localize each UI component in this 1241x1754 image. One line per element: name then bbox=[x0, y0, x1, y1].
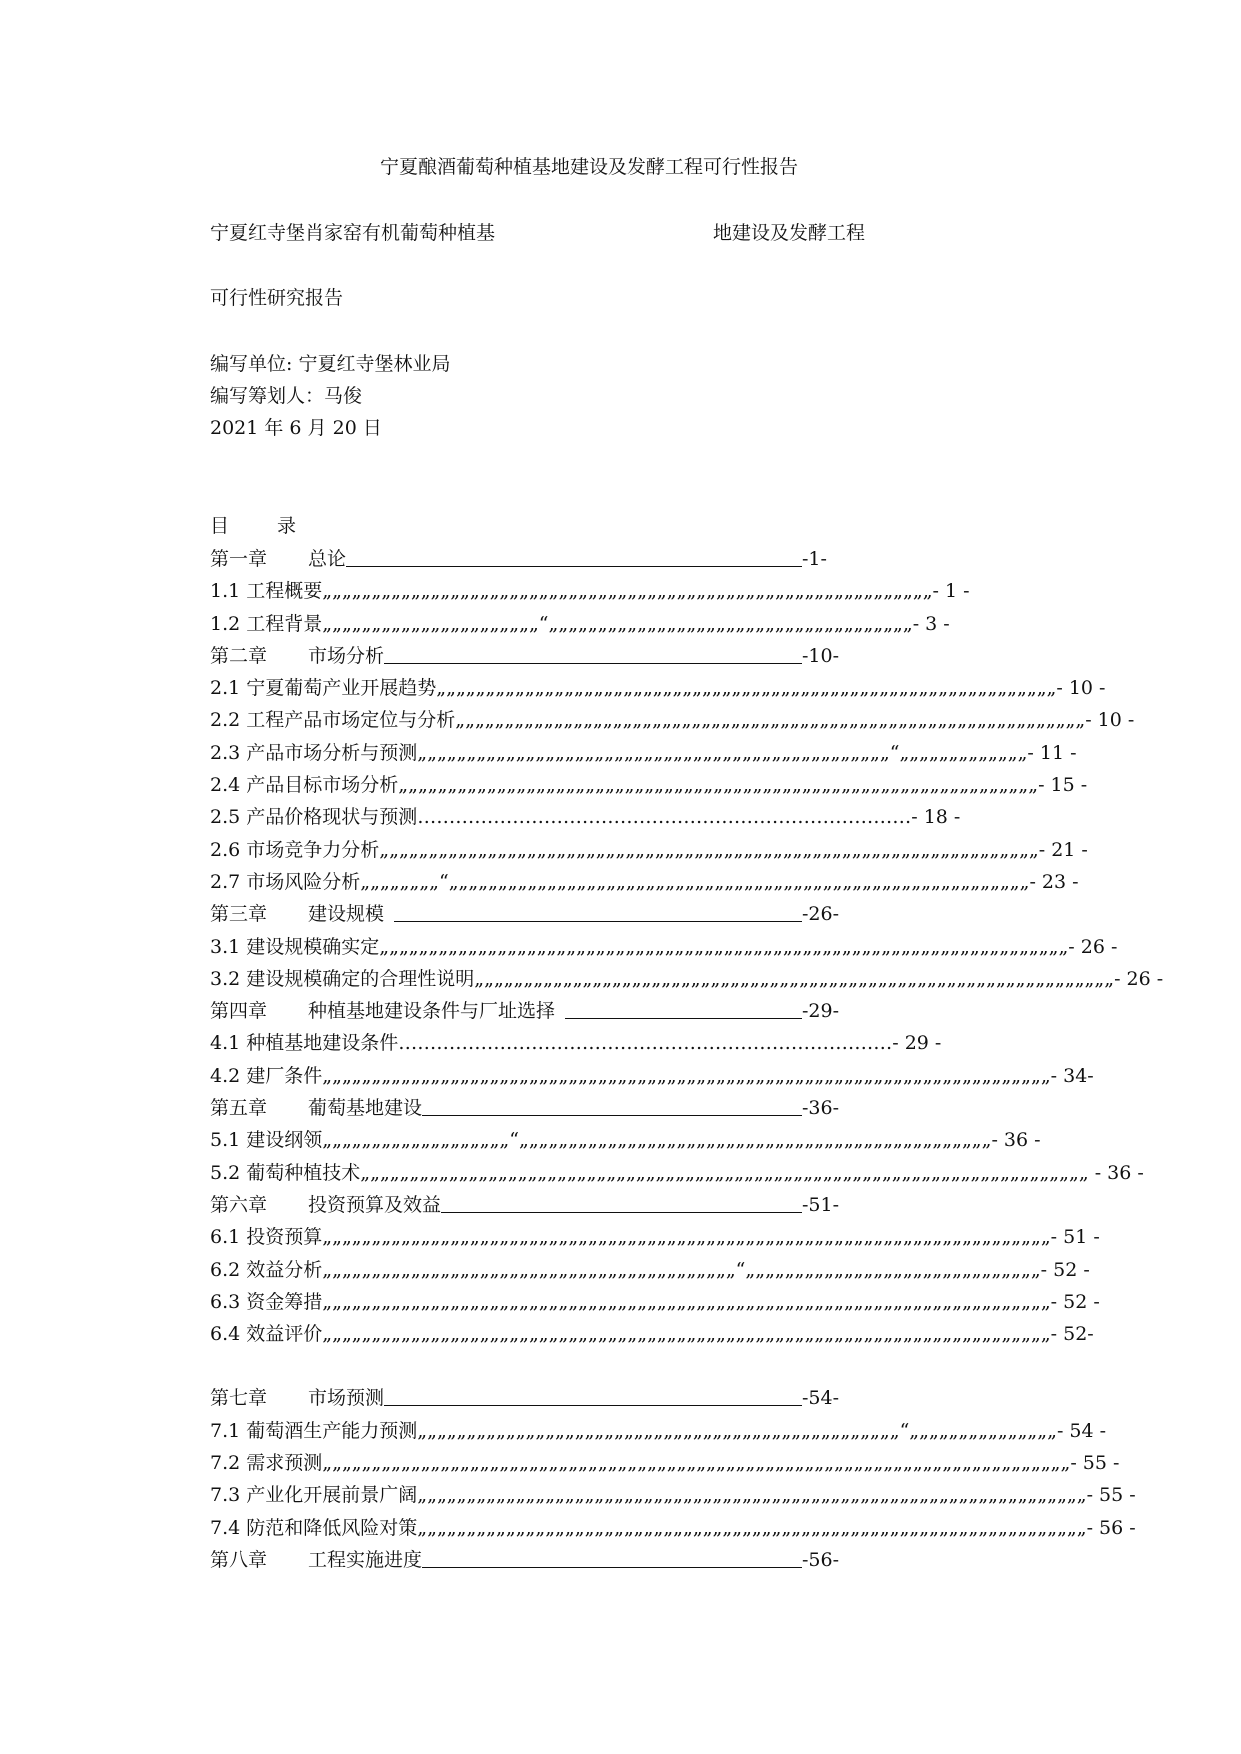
toc-leader-line bbox=[441, 1194, 802, 1213]
toc-section-text: 1.2 工程背景„„„„„„„„„„„„„„„„„„„„„„“„„„„„„„„„„„„„„„„„„„„„„„„„„„„„„„„„„„„„- 3 - bbox=[210, 613, 950, 635]
subtitle-right: 地建设及发酵工程 bbox=[713, 222, 866, 244]
compiler-name: 编写筹划人：马俊 bbox=[210, 385, 363, 407]
toc-section-entry[interactable] bbox=[210, 1420, 1106, 1442]
toc-section-text: 4.2 建厂条件„„„„„„„„„„„„„„„„„„„„„„„„„„„„„„„„„„„„„„„„„„„„„„„„„„„„„„„„„„„„„„„„„„„„„„„„„„- 34- bbox=[210, 1065, 1094, 1087]
toc-chapter-label: 第四章 bbox=[210, 1000, 268, 1022]
toc-section-entry[interactable] bbox=[210, 1065, 1094, 1087]
toc-section-text: 5.2 葡萄种植技术„„„„„„„„„„„„„„„„„„„„„„„„„„„„„„„„„„„„„„„„„„„„„„„„„„„„„„„„„„„„„„„„„„„„„„„„„„ - 36 - bbox=[210, 1162, 1144, 1184]
toc-section-entry[interactable] bbox=[210, 1291, 1100, 1313]
toc-chapter-entry[interactable] bbox=[210, 645, 839, 667]
toc-section-entry[interactable] bbox=[210, 1517, 1136, 1539]
toc-chapter-entry[interactable] bbox=[210, 1387, 839, 1409]
toc-section-entry[interactable] bbox=[210, 580, 970, 602]
report-date: 2021 年 6 月 20 日 bbox=[210, 417, 382, 439]
toc-page-number: -51- bbox=[802, 1194, 840, 1216]
toc-section-entry[interactable] bbox=[210, 677, 1105, 699]
toc-chapter-title: 市场分析 bbox=[308, 645, 385, 667]
toc-chapter-label: 第六章 bbox=[210, 1194, 268, 1216]
toc-leader-line bbox=[384, 645, 802, 664]
toc-section-text: 1.1 工程概要„„„„„„„„„„„„„„„„„„„„„„„„„„„„„„„„„„„„„„„„„„„„„„„„„„„„„„„„„„„„„„- 1 - bbox=[210, 580, 970, 602]
toc-chapter-title: 市场预测 bbox=[308, 1387, 385, 1409]
toc-section-text: 3.2 建设规模确定的合理性说明„„„„„„„„„„„„„„„„„„„„„„„„„„„„„„„„„„„„„„„„„„„„„„„„„„„„„„„„„„„„„„„„„- 26 - bbox=[210, 968, 1164, 990]
toc-section-entry[interactable] bbox=[210, 806, 960, 828]
toc-chapter-entry[interactable] bbox=[210, 1000, 839, 1022]
toc-chapter-title: 种植基地建设条件与厂址选择 bbox=[308, 1000, 556, 1022]
toc-page-number: -26- bbox=[802, 903, 840, 925]
toc-chapter-title: 总论 bbox=[308, 548, 347, 570]
toc-section-text: 7.2 需求预测„„„„„„„„„„„„„„„„„„„„„„„„„„„„„„„„„„„„„„„„„„„„„„„„„„„„„„„„„„„„„„„„„„„„„„„„„„„„- 55 - bbox=[210, 1452, 1120, 1474]
toc-leader-line bbox=[422, 1097, 802, 1116]
toc-page-number: -10- bbox=[802, 645, 840, 667]
toc-section-text: 2.4 产品目标市场分析„„„„„„„„„„„„„„„„„„„„„„„„„„„„„„„„„„„„„„„„„„„„„„„„„„„„„„„„„„„„„„„„„- 15 - bbox=[210, 774, 1088, 796]
toc-section-text: 2.5 产品价格现状与预测……………………………………………………………………- 18 - bbox=[210, 806, 961, 828]
toc-leader-line bbox=[384, 1387, 802, 1406]
toc-section-text: 2.1 宁夏葡萄产业开展趋势„„„„„„„„„„„„„„„„„„„„„„„„„„„„„„„„„„„„„„„„„„„„„„„„„„„„„„„„„„„„„„„- 10 - bbox=[210, 677, 1106, 699]
toc-leader-line bbox=[394, 903, 802, 922]
toc-section-text: 2.6 市场竞争力分析„„„„„„„„„„„„„„„„„„„„„„„„„„„„„„„„„„„„„„„„„„„„„„„„„„„„„„„„„„„„„„„„„„„- 21 - bbox=[210, 839, 1088, 861]
toc-heading-left: 目 bbox=[210, 515, 230, 537]
toc-section-text: 5.1 建设纲领„„„„„„„„„„„„„„„„„„„“„„„„„„„„„„„„„„„„„„„„„„„„„„„„„„„„„„„„„„„„„„„„„„„„- 36 - bbox=[210, 1129, 1041, 1151]
toc-section-entry[interactable] bbox=[210, 742, 1077, 764]
toc-section-entry[interactable] bbox=[210, 1452, 1119, 1474]
toc-page-number: -56- bbox=[802, 1549, 840, 1571]
toc-section-entry[interactable] bbox=[210, 1226, 1100, 1248]
toc-chapter-entry[interactable] bbox=[210, 1194, 839, 1216]
toc-heading bbox=[210, 515, 296, 537]
toc-section-text: 2.3 产品市场分析与预测„„„„„„„„„„„„„„„„„„„„„„„„„„„„„„„„„„„„„„„„„„„„„„„„“„„„„„„„„„„„„„- 11 - bbox=[210, 742, 1077, 764]
toc-section-text: 6.3 资金筹措„„„„„„„„„„„„„„„„„„„„„„„„„„„„„„„„„„„„„„„„„„„„„„„„„„„„„„„„„„„„„„„„„„„„„„„„„„- 52 - bbox=[210, 1291, 1100, 1313]
toc-section-text: 7.3 产业化开展前景广阔„„„„„„„„„„„„„„„„„„„„„„„„„„„„„„„„„„„„„„„„„„„„„„„„„„„„„„„„„„„„„„„„„„„„- 55 - bbox=[210, 1484, 1136, 1506]
toc-chapter-title: 工程实施进度 bbox=[308, 1549, 423, 1571]
toc-page-number: -36- bbox=[802, 1097, 840, 1119]
toc-chapter-label: 第一章 bbox=[210, 548, 268, 570]
toc-section-text: 2.7 市场风险分析„„„„„„„„“„„„„„„„„„„„„„„„„„„„„„„„„„„„„„„„„„„„„„„„„„„„„„„„„„„„„„„„„„„„- 23 - bbox=[210, 871, 1079, 893]
toc-leader-line bbox=[346, 548, 802, 567]
report-type: 可行性研究报告 bbox=[210, 287, 344, 309]
toc-section-text: 6.2 效益分析„„„„„„„„„„„„„„„„„„„„„„„„„„„„„„„„„„„„„„„„„„“„„„„„„„„„„„„„„„„„„„„„„„„„„„„„„- 52 - bbox=[210, 1259, 1090, 1281]
toc-chapter-title: 投资预算及效益 bbox=[308, 1194, 442, 1216]
toc-section-entry[interactable] bbox=[210, 1032, 941, 1054]
toc-section-text: 4.1 种植基地建设条件……………………………………………………………………- 29 - bbox=[210, 1032, 942, 1054]
toc-section-entry[interactable] bbox=[210, 1323, 1094, 1345]
toc-chapter-entry[interactable] bbox=[210, 903, 839, 925]
toc-section-text: 7.4 防范和降低风险对策„„„„„„„„„„„„„„„„„„„„„„„„„„„„„„„„„„„„„„„„„„„„„„„„„„„„„„„„„„„„„„„„„„„„- 56 - bbox=[210, 1517, 1136, 1539]
toc-chapter-entry[interactable] bbox=[210, 548, 827, 570]
toc-chapter-label: 第五章 bbox=[210, 1097, 268, 1119]
toc-section-entry[interactable] bbox=[210, 709, 1134, 731]
toc-section-text: 6.1 投资预算„„„„„„„„„„„„„„„„„„„„„„„„„„„„„„„„„„„„„„„„„„„„„„„„„„„„„„„„„„„„„„„„„„„„„„„„„„- 51 - bbox=[210, 1226, 1100, 1248]
toc-chapter-label: 第七章 bbox=[210, 1387, 268, 1409]
toc-page-number: -54- bbox=[802, 1387, 840, 1409]
toc-chapter-entry[interactable] bbox=[210, 1097, 839, 1119]
toc-leader-line bbox=[422, 1549, 802, 1568]
toc-section-entry[interactable] bbox=[210, 936, 1117, 958]
toc-section-entry[interactable] bbox=[210, 839, 1088, 861]
toc-section-entry[interactable] bbox=[210, 1484, 1136, 1506]
toc-section-entry[interactable] bbox=[210, 968, 1163, 990]
toc-chapter-label: 第三章 bbox=[210, 903, 268, 925]
toc-section-entry[interactable] bbox=[210, 1129, 1041, 1151]
toc-chapter-title: 建设规模 bbox=[308, 903, 385, 925]
toc-section-text: 3.1 建设规模确实定„„„„„„„„„„„„„„„„„„„„„„„„„„„„„„„„„„„„„„„„„„„„„„„„„„„„„„„„„„„„„„„„„„„„„„- 26 - bbox=[210, 936, 1118, 958]
document-title: 宁夏酿酒葡萄种植基地建设及发酵工程可行性报告 bbox=[380, 156, 799, 178]
toc-chapter-title: 葡萄基地建设 bbox=[308, 1097, 423, 1119]
toc-section-text: 2.2 工程产品市场定位与分析„„„„„„„„„„„„„„„„„„„„„„„„„„„„„„„„„„„„„„„„„„„„„„„„„„„„„„„„„„„„„„„„- 10 - bbox=[210, 709, 1135, 731]
toc-section-text: 6.4 效益评价„„„„„„„„„„„„„„„„„„„„„„„„„„„„„„„„„„„„„„„„„„„„„„„„„„„„„„„„„„„„„„„„„„„„„„„„„„- 52- bbox=[210, 1323, 1094, 1345]
toc-chapter-label: 第二章 bbox=[210, 645, 268, 667]
toc-page-number: -29- bbox=[802, 1000, 840, 1022]
toc-chapter-entry[interactable] bbox=[210, 1549, 839, 1571]
toc-section-entry[interactable] bbox=[210, 774, 1087, 796]
toc-section-entry[interactable] bbox=[210, 1162, 1144, 1184]
toc-chapter-label: 第八章 bbox=[210, 1549, 268, 1571]
compiling-unit: 编写单位: 宁夏红寺堡林业局 bbox=[210, 353, 451, 375]
toc-section-entry[interactable] bbox=[210, 1259, 1090, 1281]
subtitle-left: 宁夏红寺堡肖家窑有机葡萄种植基 bbox=[210, 222, 496, 244]
toc-section-text: 7.1 葡萄酒生产能力预测„„„„„„„„„„„„„„„„„„„„„„„„„„„„„„„„„„„„„„„„„„„„„„„„„“„„„„„„„„„„„„„„„- 54 - bbox=[210, 1420, 1107, 1442]
toc-leader-line bbox=[565, 1000, 802, 1019]
toc-section-entry[interactable] bbox=[210, 613, 950, 635]
toc-section-entry[interactable] bbox=[210, 871, 1079, 893]
toc-heading-right: 录 bbox=[277, 515, 297, 537]
toc-page-number: -1- bbox=[802, 548, 827, 570]
